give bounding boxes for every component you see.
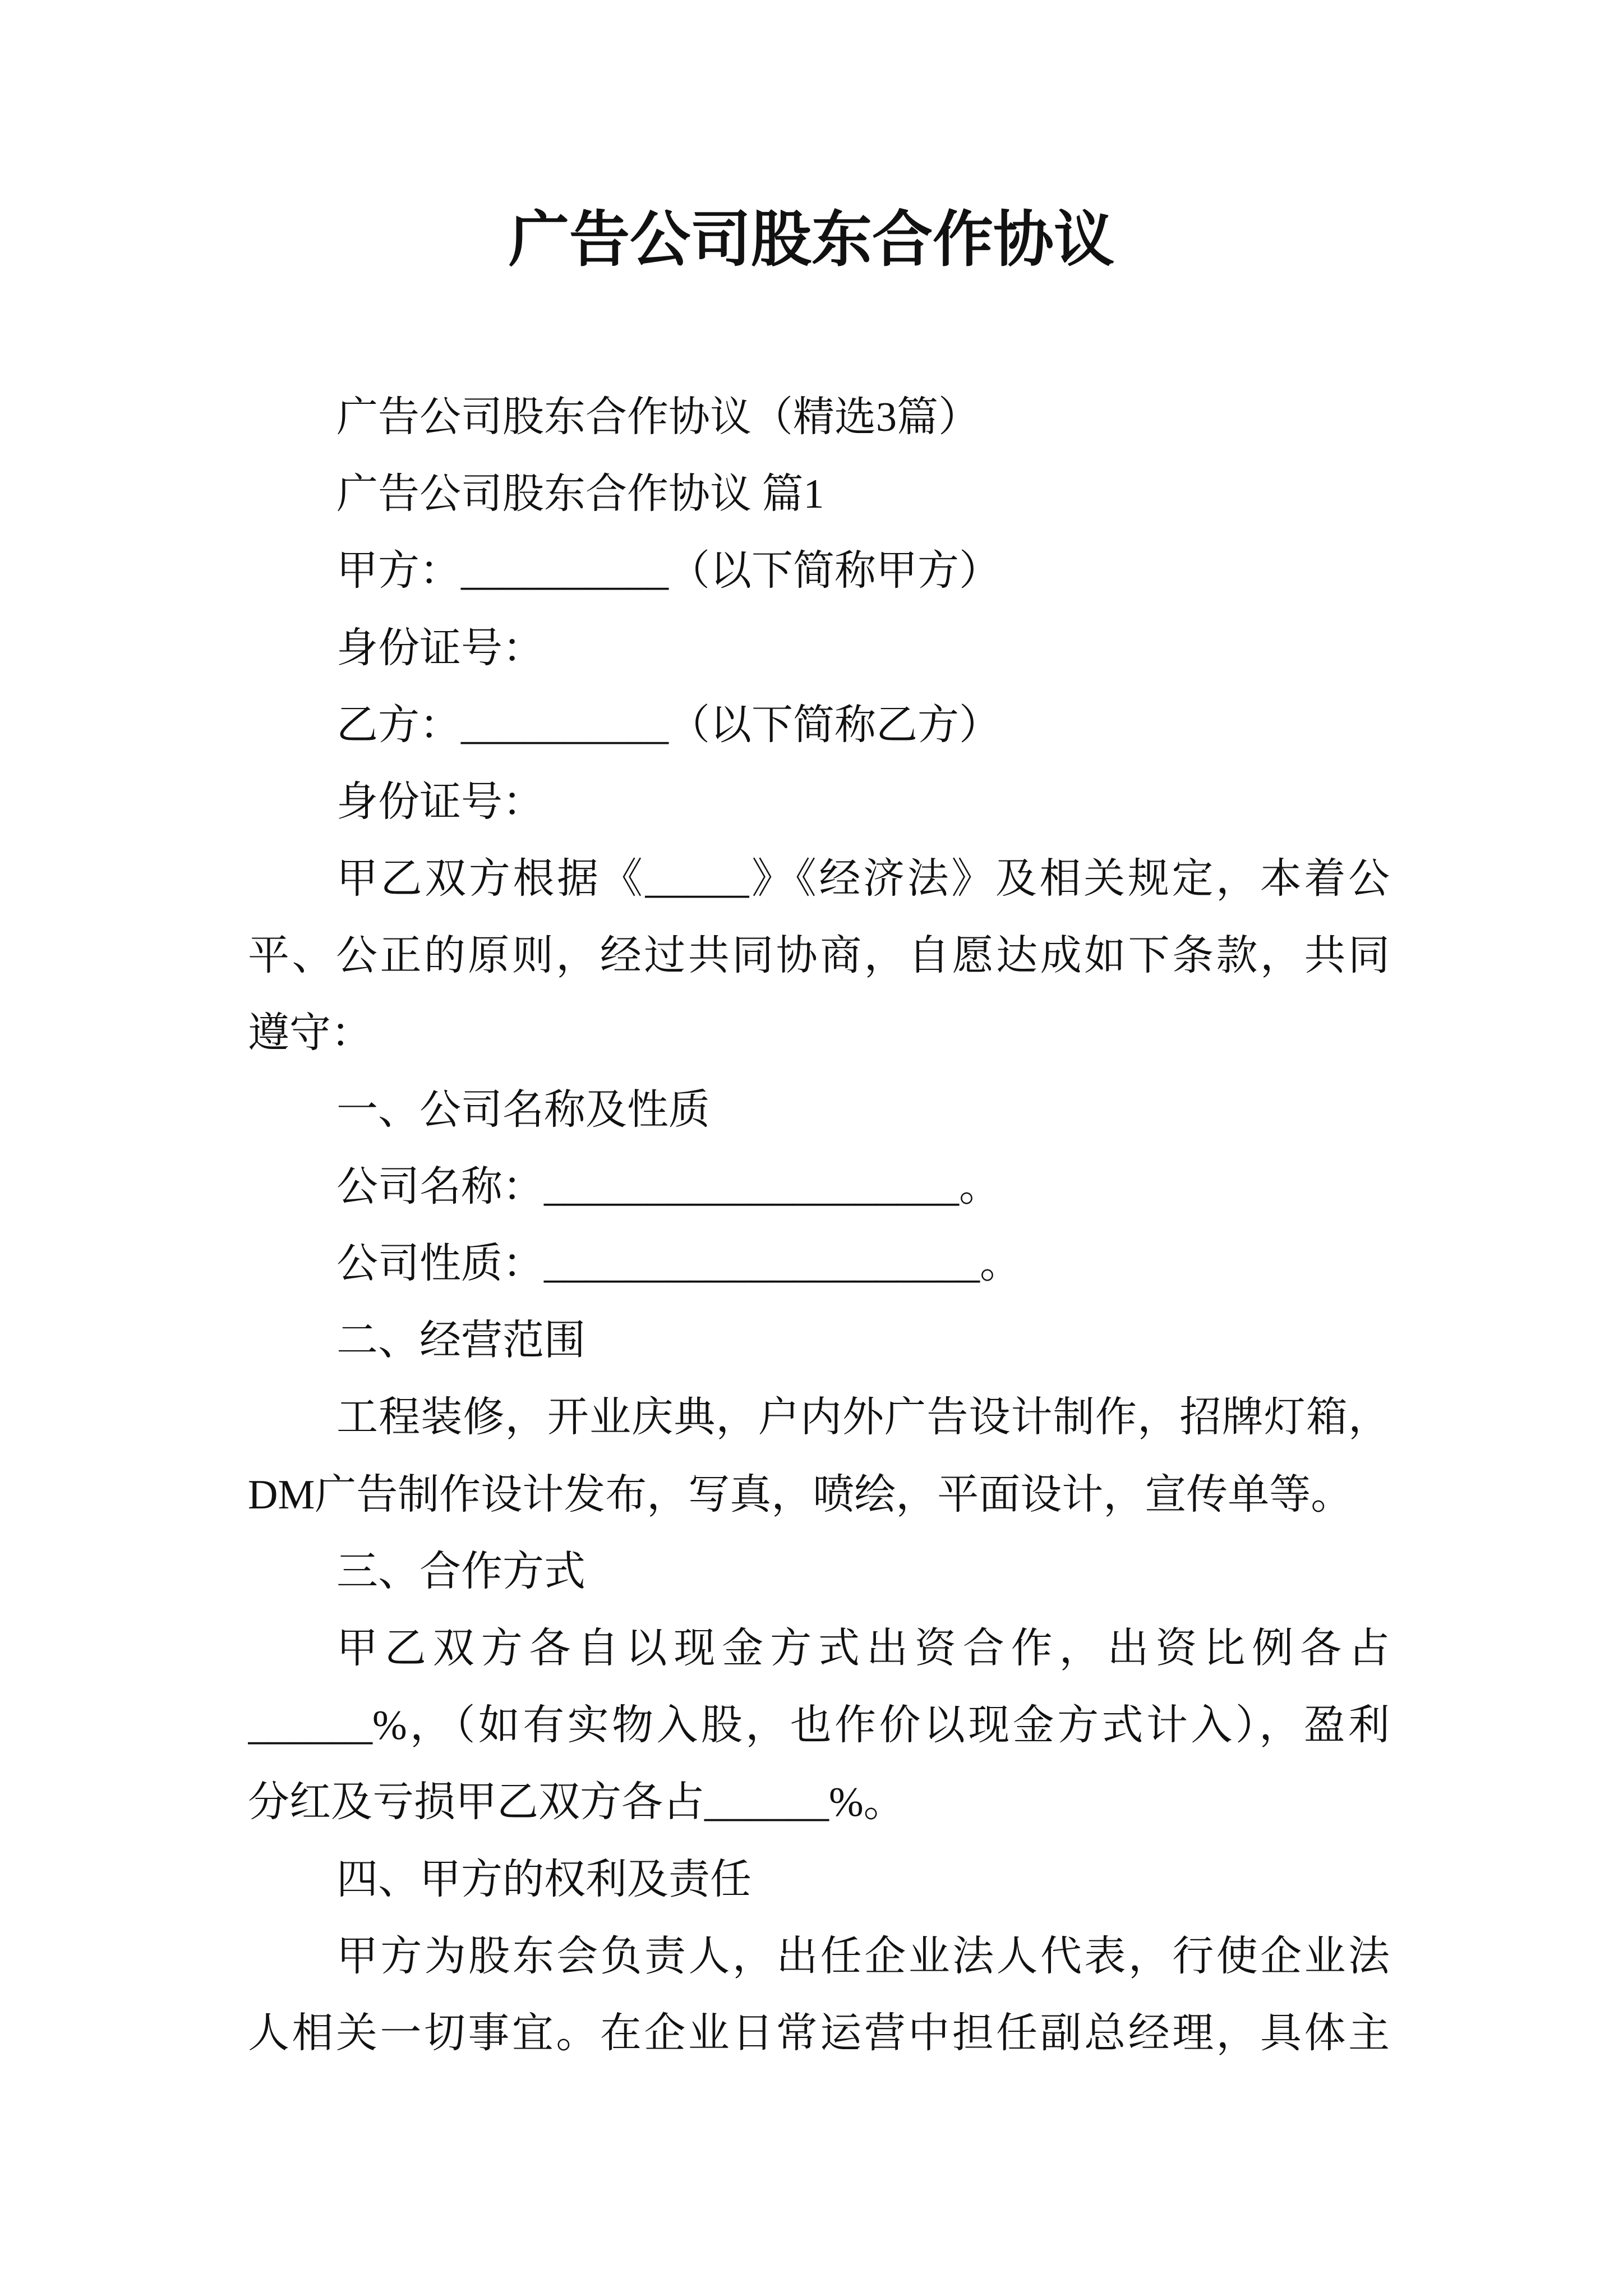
collection-heading: 广告公司股东合作协议（精选3篇） (336, 394, 980, 440)
preamble-line: 平、公正的原则，经过共同协商，自愿达成如下条款，共同 (248, 933, 1390, 979)
section-heading: 三、合作方式 (336, 1548, 585, 1595)
section-line: DM广告制作设计发布，写真，喷绘，平面设计，宣传单等。 (248, 1471, 1353, 1518)
preamble-line: 遵守： (248, 1010, 372, 1056)
section-line: 人相关一切事宜。在企业日常运营中担任副总经理，具体主 (248, 2010, 1390, 2056)
article-heading: 广告公司股东合作协议 篇1 (336, 471, 824, 518)
party-a-id-line: 身份证号： (336, 625, 544, 671)
party-b-id-line: 身份证号： (336, 779, 544, 825)
party-a-line: 甲方：__________（以下简称甲方） (336, 548, 1000, 595)
section-line: 工程装修，开业庆典，户内外广告设计制作，招牌灯箱， (336, 1395, 1390, 1441)
document-title: 广告公司股东合作协议 (508, 207, 1114, 274)
section-line: 分红及亏损甲乙双方各占______%。 (248, 1779, 905, 1826)
preamble-line: 甲乙双方根据《_____》《经济法》及相关规定，本着公 (336, 856, 1390, 903)
section-line: ______%，（如有实物入股，也作价以现金方式计入），盈利 (248, 1703, 1390, 1749)
section-line: 公司名称：____________________。 (336, 1163, 1000, 1210)
section-heading: 二、经营范围 (336, 1318, 585, 1364)
document-body (248, 379, 1390, 2072)
section-heading: 四、甲方的权利及责任 (336, 1856, 751, 1903)
section-heading: 一、公司名称及性质 (336, 1087, 710, 1133)
party-b-line: 乙方：__________（以下简称乙方） (336, 702, 1000, 748)
section-line: 甲乙双方各自以现金方式出资合作，出资比例各占 (336, 1626, 1390, 1672)
section-line: 甲方为股东会负责人，出任企业法人代表，行使企业法 (336, 1933, 1390, 1980)
section-line: 公司性质：_____________________。 (336, 1241, 1021, 1287)
